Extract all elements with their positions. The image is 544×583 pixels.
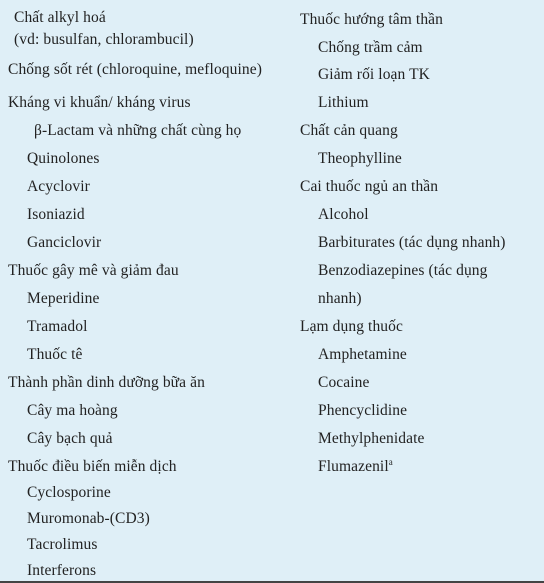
list-item: Methylphenidate bbox=[318, 430, 425, 447]
list-item: Cây bạch quả bbox=[27, 430, 113, 447]
list-item: Phencyclidine bbox=[318, 402, 408, 419]
list-item: Barbiturates (tác dụng nhanh) bbox=[318, 234, 506, 251]
list-item-flumazenil bbox=[318, 457, 393, 477]
list-item: Benzodiazepines (tác dụng bbox=[318, 262, 488, 279]
list-item: Cocaine bbox=[318, 374, 370, 391]
list-item: Quinolones bbox=[27, 150, 100, 167]
list-item: Amphetamine bbox=[318, 346, 407, 363]
list-item: Giảm rối loạn TK bbox=[318, 66, 430, 83]
list-item: Meperidine bbox=[27, 290, 100, 307]
list-item: Lạm dụng thuốc bbox=[300, 318, 403, 335]
list-item: Acyclovir bbox=[27, 178, 90, 195]
list-item: Chất cản quang bbox=[300, 122, 398, 139]
list-item: Thuốc gây mê và giảm đau bbox=[8, 262, 179, 279]
list-item: Thuốc tê bbox=[27, 346, 83, 363]
list-item: Ganciclovir bbox=[27, 234, 102, 251]
list-item: Isoniazid bbox=[27, 206, 85, 223]
list-item: nhanh) bbox=[318, 290, 362, 307]
list-item-label: Flumazenil bbox=[318, 458, 389, 475]
list-item: Tramadol bbox=[27, 318, 88, 335]
list-item: Theophylline bbox=[318, 150, 402, 167]
list-item: Tacrolimus bbox=[27, 536, 98, 553]
list-item: Chất alkyl hoá bbox=[14, 9, 106, 26]
list-item: Kháng vi khuẩn/ kháng virus bbox=[8, 94, 191, 111]
footnote-marker: a bbox=[388, 456, 393, 467]
list-item: β-Lactam và những chất cùng họ bbox=[34, 122, 242, 139]
list-item: Cyclosporine bbox=[27, 484, 111, 501]
list-item: Cây ma hoàng bbox=[27, 402, 118, 419]
list-item: (vd: busulfan, chlorambucil) bbox=[14, 31, 194, 48]
list-item: Cai thuốc ngủ an thần bbox=[300, 178, 439, 195]
list-item: Muromonab-(CD3) bbox=[27, 510, 150, 527]
list-item: Interferons bbox=[27, 562, 97, 579]
list-item: Thuốc điều biến miễn dịch bbox=[8, 458, 177, 475]
list-item: Thuốc hướng tâm thần bbox=[300, 11, 443, 28]
list-item: Thành phần dinh dưỡng bữa ăn bbox=[8, 374, 205, 391]
list-item: Chống trầm cảm bbox=[318, 39, 423, 56]
list-item: Alcohol bbox=[318, 206, 369, 223]
list-item: Lithium bbox=[318, 94, 369, 111]
list-item: Chống sốt rét (chloroquine, mefloquine) bbox=[8, 61, 262, 78]
